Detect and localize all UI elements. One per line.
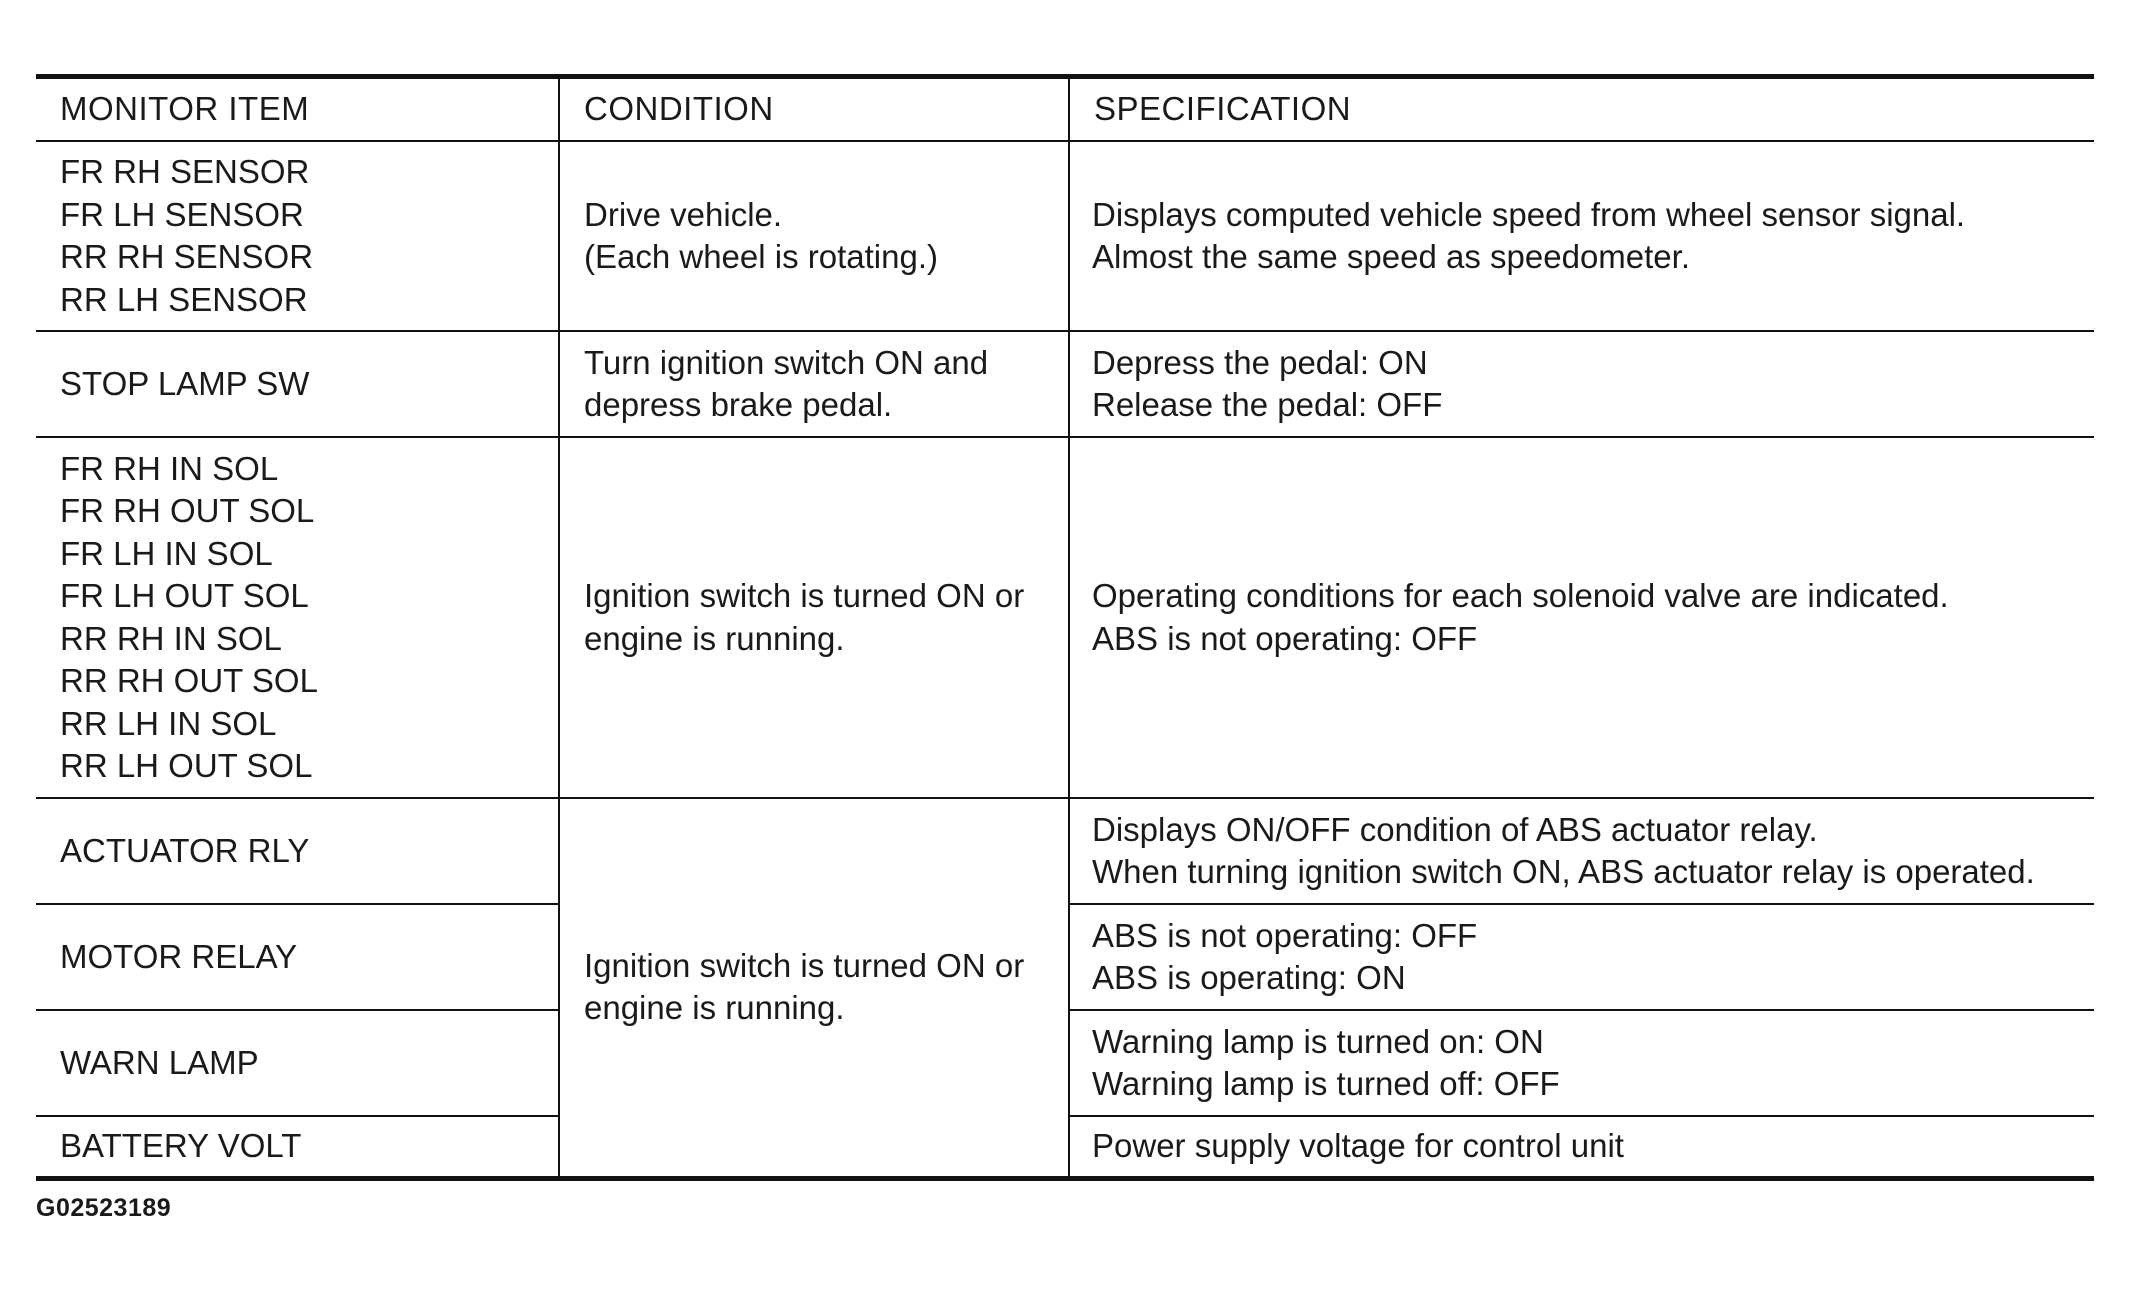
table-row-actuator-relay <box>36 798 2094 904</box>
condition-line: Ignition switch is turned ON or <box>584 577 1025 614</box>
monitor-item: RR LH IN SOL <box>60 704 277 742</box>
monitor-item: RR RH OUT SOL <box>60 662 318 699</box>
condition-cell <box>559 141 1069 331</box>
monitor-item: RR RH IN SOL <box>60 619 282 657</box>
monitor-item: WARN LAMP <box>60 1043 259 1081</box>
specification-line: Power supply voltage for control unit <box>1092 1127 1624 1164</box>
specification-cell <box>1069 1116 2094 1178</box>
condition-line: depress brake pedal. <box>584 386 893 423</box>
monitor-item: FR LH OUT SOL <box>60 577 309 614</box>
specification-line: ABS is not operating: OFF <box>1092 619 1478 657</box>
monitor-item: ACTUATOR RLY <box>60 831 310 869</box>
specification-line: Depress the pedal: ON <box>1092 343 1428 381</box>
specification-line: Warning lamp is turned off: OFF <box>1092 1065 1560 1102</box>
monitor-item: FR LH SENSOR <box>60 195 304 233</box>
table-header-row <box>36 77 2094 142</box>
monitor-item-cell <box>36 798 559 904</box>
specification-cell <box>1069 1010 2094 1116</box>
monitor-item: RR LH SENSOR <box>60 280 308 318</box>
table-row-wheel-sensors <box>36 141 2094 331</box>
monitor-item: RR RH SENSOR <box>60 238 314 275</box>
condition-line: engine is running. <box>584 989 845 1027</box>
monitor-item: RR LH OUT SOL <box>60 747 313 784</box>
specification-line: Warning lamp is turned on: ON <box>1092 1022 1544 1060</box>
header-specification: SPECIFICATION <box>1069 77 2094 142</box>
specification-line: Operating conditions for each solenoid valve are indicated. <box>1092 577 1949 614</box>
specification-cell <box>1069 798 2094 904</box>
monitor-item: BATTERY VOLT <box>60 1127 302 1164</box>
condition-line: engine is running. <box>584 619 845 657</box>
specification-line: Displays ON/OFF condition of ABS actuator relay. <box>1092 810 1818 848</box>
specification-line: When turning ignition switch ON, ABS actuator relay is operated. <box>1092 853 2035 890</box>
monitor-item-cell <box>36 1010 559 1116</box>
monitor-item: FR LH IN SOL <box>60 534 273 572</box>
header-monitor-item: MONITOR ITEM <box>60 90 310 128</box>
specification-line: Release the pedal: OFF <box>1092 386 1443 423</box>
monitor-item: STOP LAMP SW <box>60 364 310 402</box>
condition-line: Drive vehicle. <box>584 195 783 233</box>
monitor-item-cell <box>36 331 559 437</box>
header-condition: CONDITION <box>559 77 1069 142</box>
specification-line: Displays computed vehicle speed from wheel sensor signal. <box>1092 195 1966 233</box>
specification-cell <box>1069 331 2094 437</box>
specification-line: Almost the same speed as speedometer. <box>1092 238 1690 275</box>
monitor-item-cell <box>36 904 559 1010</box>
monitor-item-cell <box>36 437 559 798</box>
monitor-item-table <box>36 74 2094 1181</box>
condition-line: Ignition switch is turned ON or <box>584 946 1025 984</box>
specification-line: ABS is not operating: OFF <box>1092 916 1478 954</box>
specification-line: ABS is operating: ON <box>1092 959 1406 996</box>
monitor-item: FR RH SENSOR <box>60 153 310 190</box>
table-row-solenoids <box>36 437 2094 798</box>
condition-line: (Each wheel is rotating.) <box>584 238 938 275</box>
condition-line: Turn ignition switch ON and <box>584 343 989 381</box>
table-row-stop-lamp <box>36 331 2094 437</box>
condition-cell <box>559 331 1069 437</box>
figure-id: G02523189 <box>36 1194 172 1222</box>
monitor-item: FR RH IN SOL <box>60 449 279 487</box>
monitor-item: MOTOR RELAY <box>60 937 298 975</box>
specification-cell <box>1069 904 2094 1010</box>
monitor-item: FR RH OUT SOL <box>60 492 315 529</box>
monitor-item-cell <box>36 1116 559 1178</box>
specification-cell <box>1069 141 2094 331</box>
condition-cell <box>559 437 1069 798</box>
specification-cell <box>1069 437 2094 798</box>
condition-cell <box>559 798 1069 1178</box>
monitor-item-cell <box>36 141 559 331</box>
